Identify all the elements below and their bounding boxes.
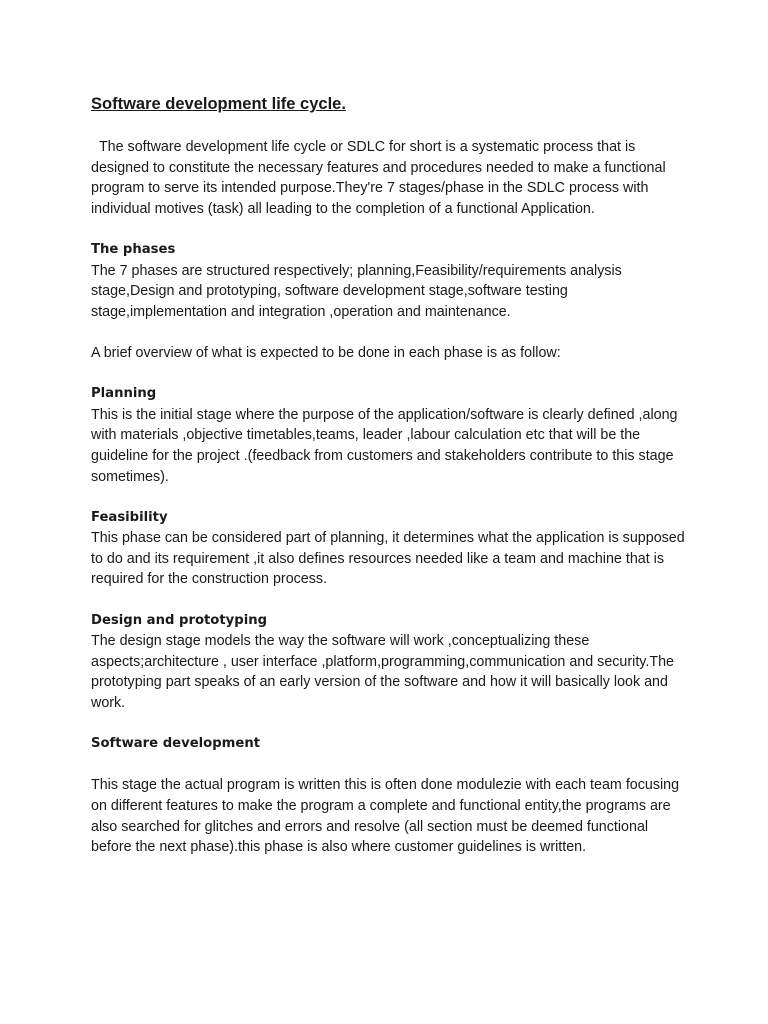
overview-paragraph: A brief overview of what is expected to be done in each phase is as follow: [91,344,561,361]
spacer [91,714,691,735]
spacer [91,590,691,611]
section-body-software-development: This stage the actual program is written this is often done modulezie with each team focusing on different features to make the program a complete and functional entity,the programs are also searched for glitches and errors and resolve (all section must be deemed functional before the next phase).this phase is also where customer guidelines is written. [91,777,680,856]
spacer [91,364,691,385]
section-body-feasibility: This phase can be considered part of planning, it determines what the application is supposed to do and its requirement ,it also defines resources needed like a team and machine that is required for the construction process. [91,530,685,588]
spacer [91,755,691,776]
spacer [91,322,691,343]
spacer [91,487,691,508]
section-heading-design: Design and prototyping [91,612,268,628]
document-page [91,93,691,858]
intro-paragraph: The software development life cycle or SDLC for short is a systematic process that is designed to constitute the necessary features and procedures needed to make a functional program to serve its intended purpose.They're 7 stages/phase in the SDLC process with individual motives (task) all leading to the completion of a functional Application. [91,139,670,217]
document-title: Software development life cycle. [91,95,346,113]
section-body-design: The design stage models the way the software will work ,conceptualizing these aspects;architecture , user interface ,platform,programming,communication and security.The prototyping part speaks of an early version of the software and how it will basically look and work. [91,633,674,712]
section-heading-software-development: Software development [91,736,261,752]
section-heading-phases: The phases [91,241,176,257]
spacer [91,219,691,240]
section-body-planning: This is the initial stage where the purpose of the application/software is clearly defined ,along with materials ,objective timetables,teams, leader ,labour calculation etc that will be the guideline for the project .(feedback from customers and stakeholders contribute to this stage sometimes). [91,406,678,485]
section-heading-planning: Planning [91,386,157,402]
section-heading-feasibility: Feasibility [91,509,168,525]
section-body-phases: The 7 phases are structured respectively; planning,Feasibility/requirements analysis stage,Design and prototyping, software development stage,software testing stage,implementation and integration ,operation and maintenance. [91,262,622,320]
